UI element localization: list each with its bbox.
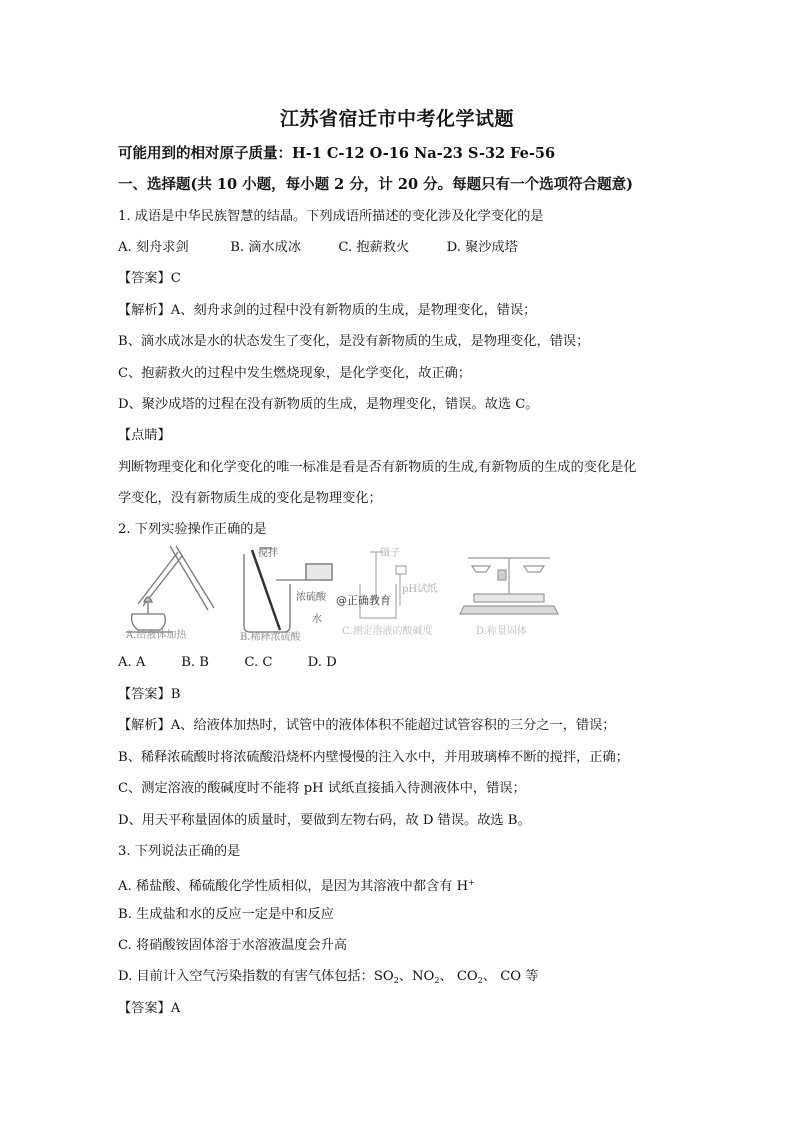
figure-caption-c: C.测定溶液的酸碱度: [342, 626, 433, 637]
q2-options: [118, 654, 337, 672]
q1-option-a: A. 刻舟求剑: [118, 240, 189, 255]
q3-option-d: [118, 968, 539, 990]
q3-option-b: B. 生成盐和水的反应一定是中和反应: [118, 907, 334, 922]
figure-label-acid: 浓硫酸: [296, 592, 326, 603]
q3-option-d-text: 、 CO: [439, 969, 478, 984]
q1-answer: 【答案】C: [118, 271, 181, 286]
q2-option-a: A. A: [118, 655, 146, 670]
q1-comment-label: 【点睛】: [118, 428, 171, 443]
figure-caption-d: D.称量固体: [476, 626, 527, 637]
q1-comment-line: 学变化，没有新物质生成的变化是物理变化；: [118, 491, 382, 506]
subscript: 2: [477, 976, 483, 985]
figure-c-measuring-ph: [336, 544, 450, 644]
q1-analysis-line: B、滴水成冰是水的状态发生了变化，是没有新物质的生成，是物理变化，错误；: [118, 334, 590, 349]
q1-analysis-line: 【解析】A、刻舟求剑的过程中没有新物质的生成，是物理变化，错误；: [118, 303, 537, 318]
q2-stem: 2. 下列实验操作正确的是: [118, 522, 267, 537]
page-title: 江苏省宿迁市中考化学试题: [279, 108, 514, 130]
figure-caption-a: A.给液体加热: [126, 630, 187, 641]
q2-analysis-line: D、用天平称量固体的质量时，要做到左物右码，故 D 错误。故选 B。: [118, 813, 531, 828]
figure-caption-b: B.稀释浓硫酸: [240, 632, 301, 643]
figure-label-tweezers: 镊子: [380, 548, 400, 559]
q3-stem: 3. 下列说法正确的是: [118, 844, 241, 859]
figure-label-stir: 搅拌: [258, 548, 278, 559]
q2-answer: 【答案】B: [118, 687, 181, 702]
q1-stem: 1. 成语是中华民族智慧的结晶。下列成语所描述的变化涉及化学变化的是: [118, 209, 544, 224]
q1-option-c: C. 抱薪救火: [338, 240, 410, 255]
q3-option-d-text: 、NO: [398, 969, 435, 984]
q1-comment-line: 判断物理变化和化学变化的唯一标准是看是否有新物质的生成,有新物质的生成的变化是化: [118, 460, 637, 475]
subscript: 2: [393, 976, 399, 985]
figure-d-weighing-solid: [454, 544, 564, 644]
q1-option-b: B. 滴水成冰: [230, 240, 302, 255]
figure-a-heating-liquid: [118, 544, 228, 644]
subscript: 2: [434, 976, 440, 985]
q2-analysis-line: B、稀释浓硫酸时将浓硫酸沿烧杯内壁慢慢的注入水中，并用玻璃棒不断的搅拌，正确；: [118, 750, 629, 765]
q3-option-a-text: A. 稀盐酸、稀硫酸化学性质相似，是因为其溶液中都含有 H: [118, 879, 469, 894]
figure-label-ph-paper: pH试纸: [402, 584, 438, 595]
q2-analysis-line: C、测定溶液的酸碱度时不能将 pH 试纸直接插入待测液体中，错误；: [118, 781, 526, 796]
q3-option-c: C. 将硝酸铵固体溶于水溶液温度会升高: [118, 938, 348, 953]
q2-analysis-line: 【解析】A、给液体加热时，试管中的液体体积不能超过试管容积的三分之一，错误；: [118, 718, 616, 733]
q1-analysis-line: C、抱薪救火的过程中发生燃烧现象，是化学变化，故正确；: [118, 366, 471, 381]
figure-b-diluting-acid: [236, 544, 336, 644]
watermark: @正确教育: [336, 594, 391, 607]
superscript: +: [468, 878, 475, 887]
q2-option-d: D. D: [307, 655, 337, 670]
q3-option-d-text: 、 CO 等: [482, 969, 539, 984]
q2-option-c: C. C: [244, 655, 273, 670]
figure-label-water: 水: [312, 614, 322, 625]
q3-option-d-text: D. 目前计入空气污染指数的有害气体包括：SO: [118, 969, 394, 984]
section-heading: 一、选择题(共 10 小题，每小题 2 分，计 20 分。每题只有一个选项符合题意): [118, 176, 633, 193]
q1-options: [118, 239, 518, 257]
q2-option-b: B. B: [181, 655, 209, 670]
q1-option-d: D. 聚沙成塔: [446, 240, 518, 255]
q1-analysis-line: D、聚沙成塔的过程在没有新物质的生成，是物理变化，错误。故选 C。: [118, 397, 539, 412]
q3-answer: 【答案】A: [118, 1001, 181, 1016]
q3-option-a: [118, 874, 475, 896]
q2-figure: [118, 544, 658, 644]
atomic-masses: 可能用到的相对原子质量：H-1 C-12 O-16 Na-23 S-32 Fe-56: [118, 145, 556, 162]
